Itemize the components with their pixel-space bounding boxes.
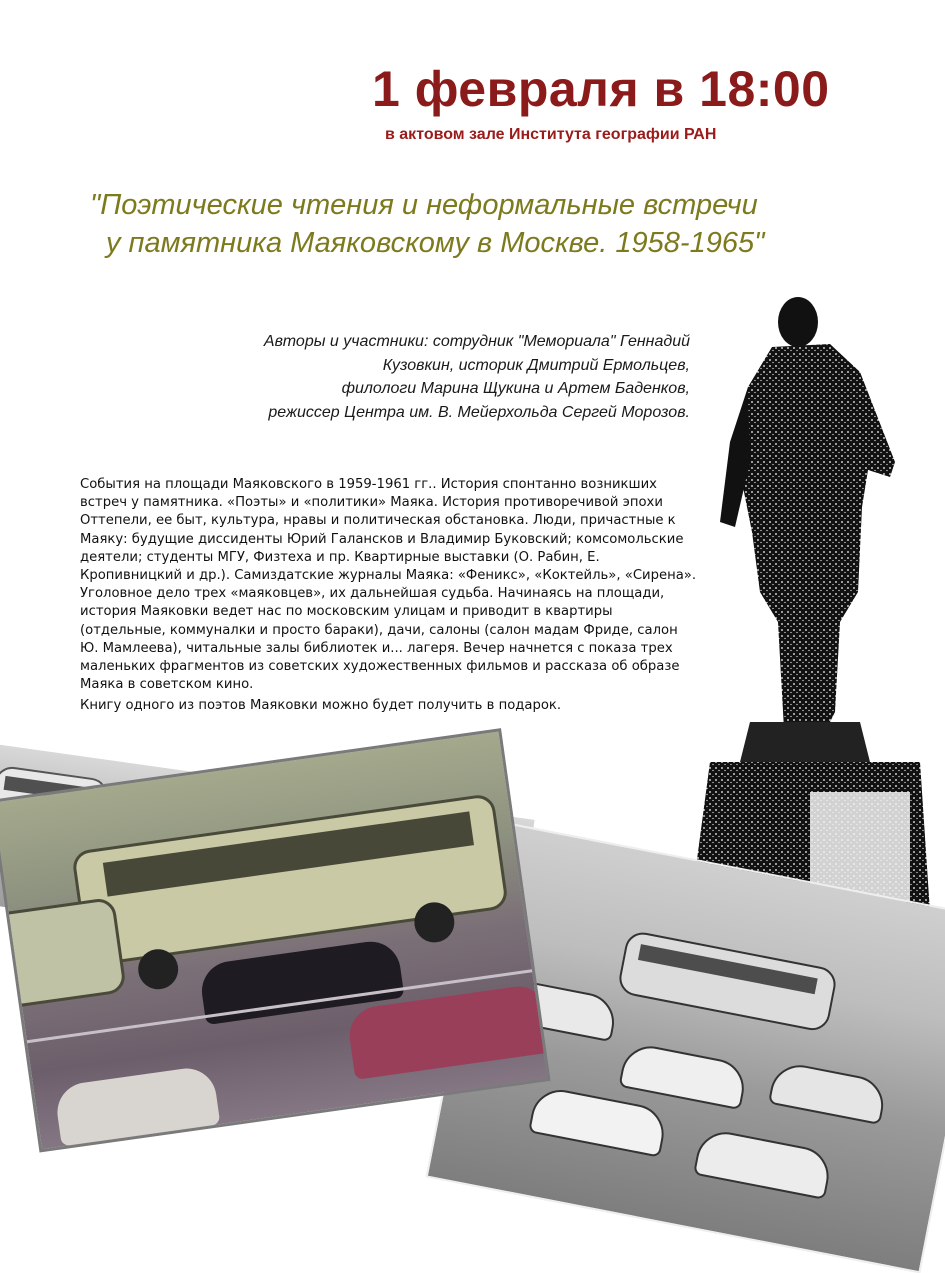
event-title xyxy=(90,186,870,262)
mayakovsky-statue-image xyxy=(690,292,940,912)
description-text: События на площади Маяковского в 1959-1961 гг.. История спонтанно возникших встреч у памятника. «Поэты» и «политики» Маяка. История противоречивой эпохи Оттепели, ее быт, культура, нравы и политическая обстановка. Люди, причастные к Маяку: будущие диссиденты Юрий Галансков и Владимир Буковский; комсомольские деятели; студенты МГУ, Физтеха и пр. Квартирные выставки (О. Рабин, Е. Кропивницкий и др.). Самиздатские журналы Маяка: «Феникс», «Коктейль», «Сирена». Уголовное дело трех «маяковцев», их дальнейшая судьба. Начинаясь на площади, история Маяковки ведет нас по московским улицам и приводит в квартиры (отдельные, коммуналки и просто бараки), дачи, салоны (салон мадам Фриде, салон Ю. Мамлеева), читальные залы библиотек и... лагеря. Вечер начнется с показа трех маленьких фрагментов из советских художественных фильмов и рассказа об образе Маяка в советском кино. xyxy=(80,477,697,693)
authors-line: режиссер Центра им. В. Мейерхольда Сергей Морозов. xyxy=(268,403,690,421)
gift-note: Книгу одного из поэтов Маяковки можно будет получить в подарок. xyxy=(80,698,562,714)
event-description xyxy=(80,476,700,716)
authors-line: Авторы и участники: сотрудник "Мемориала" Геннадий xyxy=(263,333,690,350)
authors-line: Кузовкин, историк Дмитрий Ермольцев, xyxy=(382,356,690,374)
event-datetime: 1 февраля в 18:00 xyxy=(372,61,830,117)
authors-block xyxy=(110,330,690,424)
street-photo-color xyxy=(0,728,551,1152)
authors-line: филологи Марина Щукина и Артем Баденков, xyxy=(341,380,690,397)
title-line-2: у памятника Маяковскому в Москве. 1958-1965" xyxy=(106,227,765,259)
title-line-1: "Поэтические чтения и неформальные встречи xyxy=(90,189,758,221)
event-venue: в актовом зале Института географии РАН xyxy=(385,126,717,143)
